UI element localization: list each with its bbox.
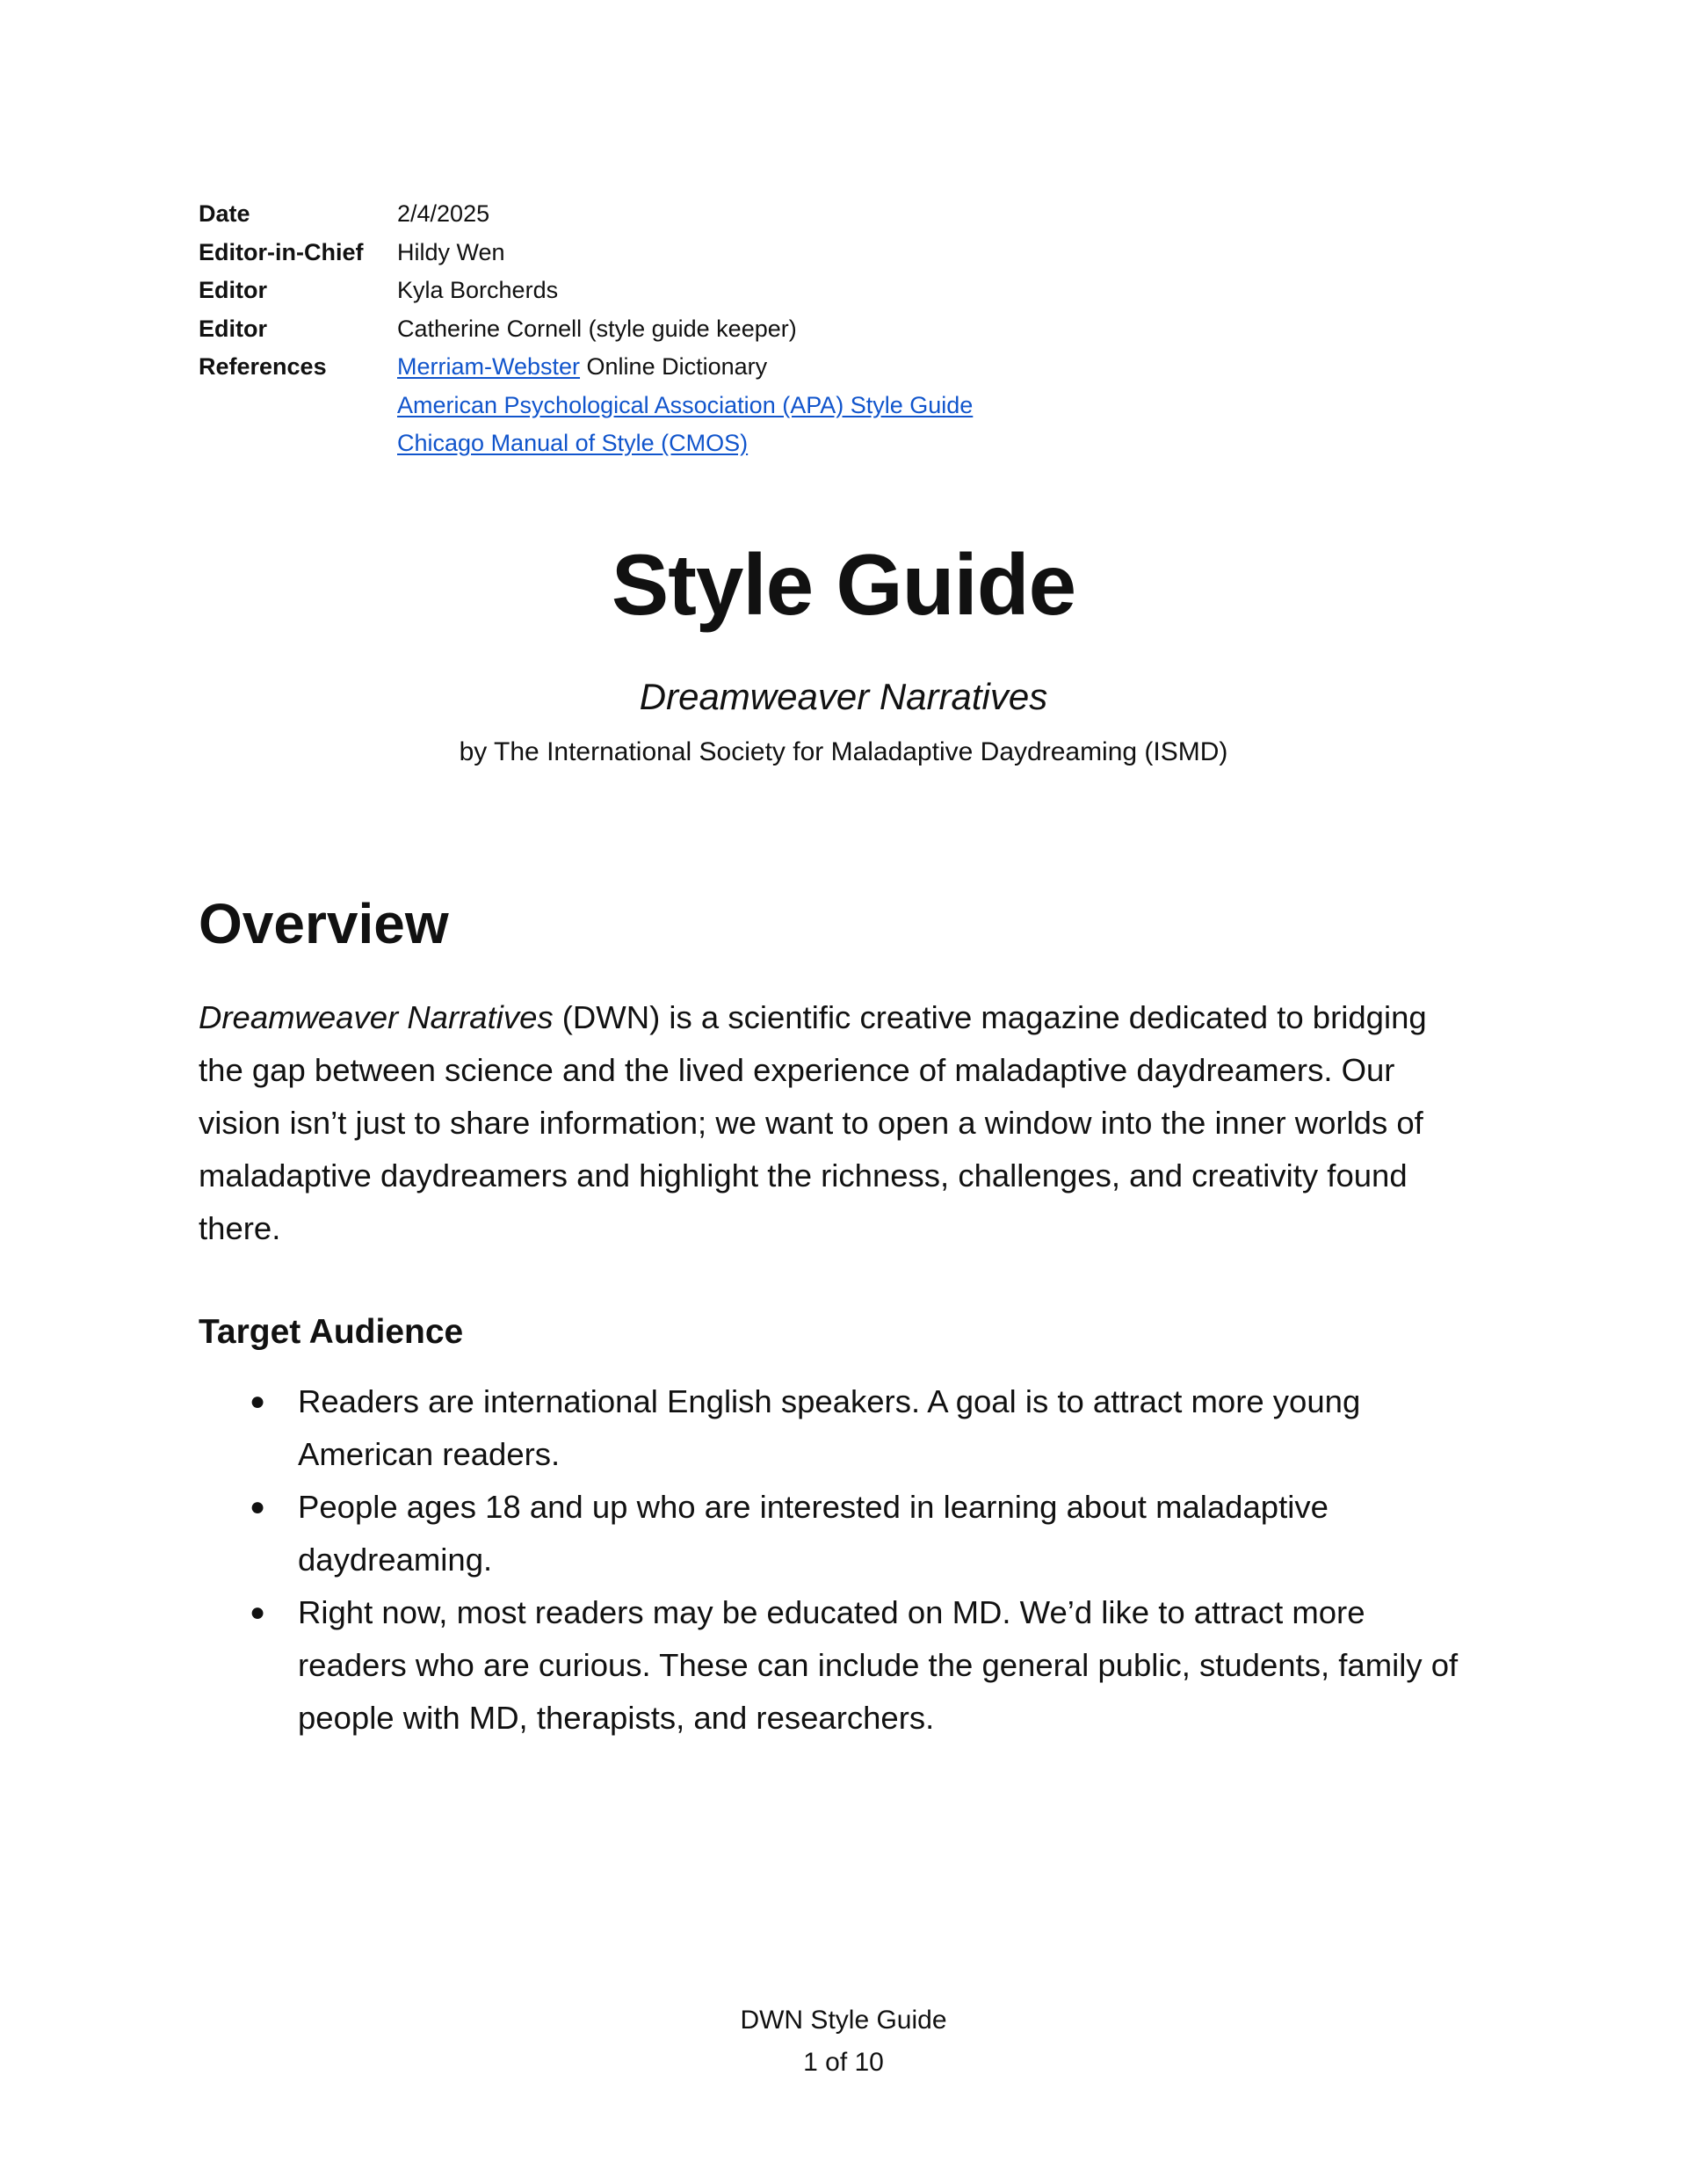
metadata-table [199,195,1253,463]
meta-row-editor-style-keeper [199,310,1253,349]
meta-value: Kyla Borcherds [397,277,559,303]
list-item-text: People ages 18 and up who are interested in learning about maladaptive daydreaming. [298,1489,1329,1578]
meta-value: 2/4/2025 [397,200,490,227]
meta-value: Hildy Wen [397,238,505,265]
meta-label: Editor-in-Chief [199,238,364,265]
list-item [199,1586,1473,1745]
apa-style-guide-link[interactable]: American Psychological Association (APA) Style Guide [397,391,974,418]
meta-value: Catherine Cornell (style guide keeper) [397,315,797,342]
page-number: 1 of 10 [803,2048,884,2077]
list-item-text: Readers are international English speakers. A goal is to attract more young American readers. [298,1383,1361,1472]
target-audience-list [199,1375,1473,1745]
bullet-icon: ● [250,1598,266,1627]
document-subtitle: Dreamweaver Narratives [639,676,1048,717]
meta-label: Date [199,200,250,227]
overview-heading: Overview [199,892,449,955]
overview-text: (DWN) is a scientific creative magazine dedicated to bridging the gap between science and the lived experience of maladaptive daydreamers. Our vision isn’t just to share information; we want to open a window into the inner worlds of maladaptive daydreamers and highlight the richness, challenges, and creativity found there. [199,999,1427,1246]
footer-title: DWN Style Guide [740,2006,947,2035]
target-audience-heading: Target Audience [199,1313,464,1351]
meta-row-editor [199,272,1253,310]
reference-apa [397,387,973,425]
merriam-webster-link[interactable]: Merriam-Webster [397,353,581,380]
meta-label: Editor [199,277,267,303]
references-list [397,348,973,463]
list-item [199,1481,1473,1586]
overview-paragraph [199,991,1473,1255]
meta-row-editor-in-chief [199,234,1253,272]
document-byline: by The International Society for Maladaptive Daydreaming (ISMD) [459,737,1228,766]
meta-row-date [199,195,1253,234]
list-item-text: Right now, most readers may be educated on MD. We’d like to attract more readers who are curious. These can include the general public, students, family of people with MD, therapists, and researchers. [298,1594,1459,1736]
reference-merriam-webster [397,348,973,387]
reference-suffix: Online Dictionary [580,353,768,380]
magazine-name: Dreamweaver Narratives [199,999,554,1035]
reference-cmos [397,424,973,463]
page-footer [0,1999,1687,2084]
list-item [199,1375,1473,1481]
cmos-link[interactable]: Chicago Manual of Style (CMOS) [397,430,749,456]
meta-label: References [199,353,327,380]
bullet-icon: ● [250,1492,266,1521]
document-title: Style Guide [611,536,1076,633]
bullet-icon: ● [250,1387,266,1416]
meta-row-references [199,348,1253,463]
meta-label: Editor [199,315,267,342]
